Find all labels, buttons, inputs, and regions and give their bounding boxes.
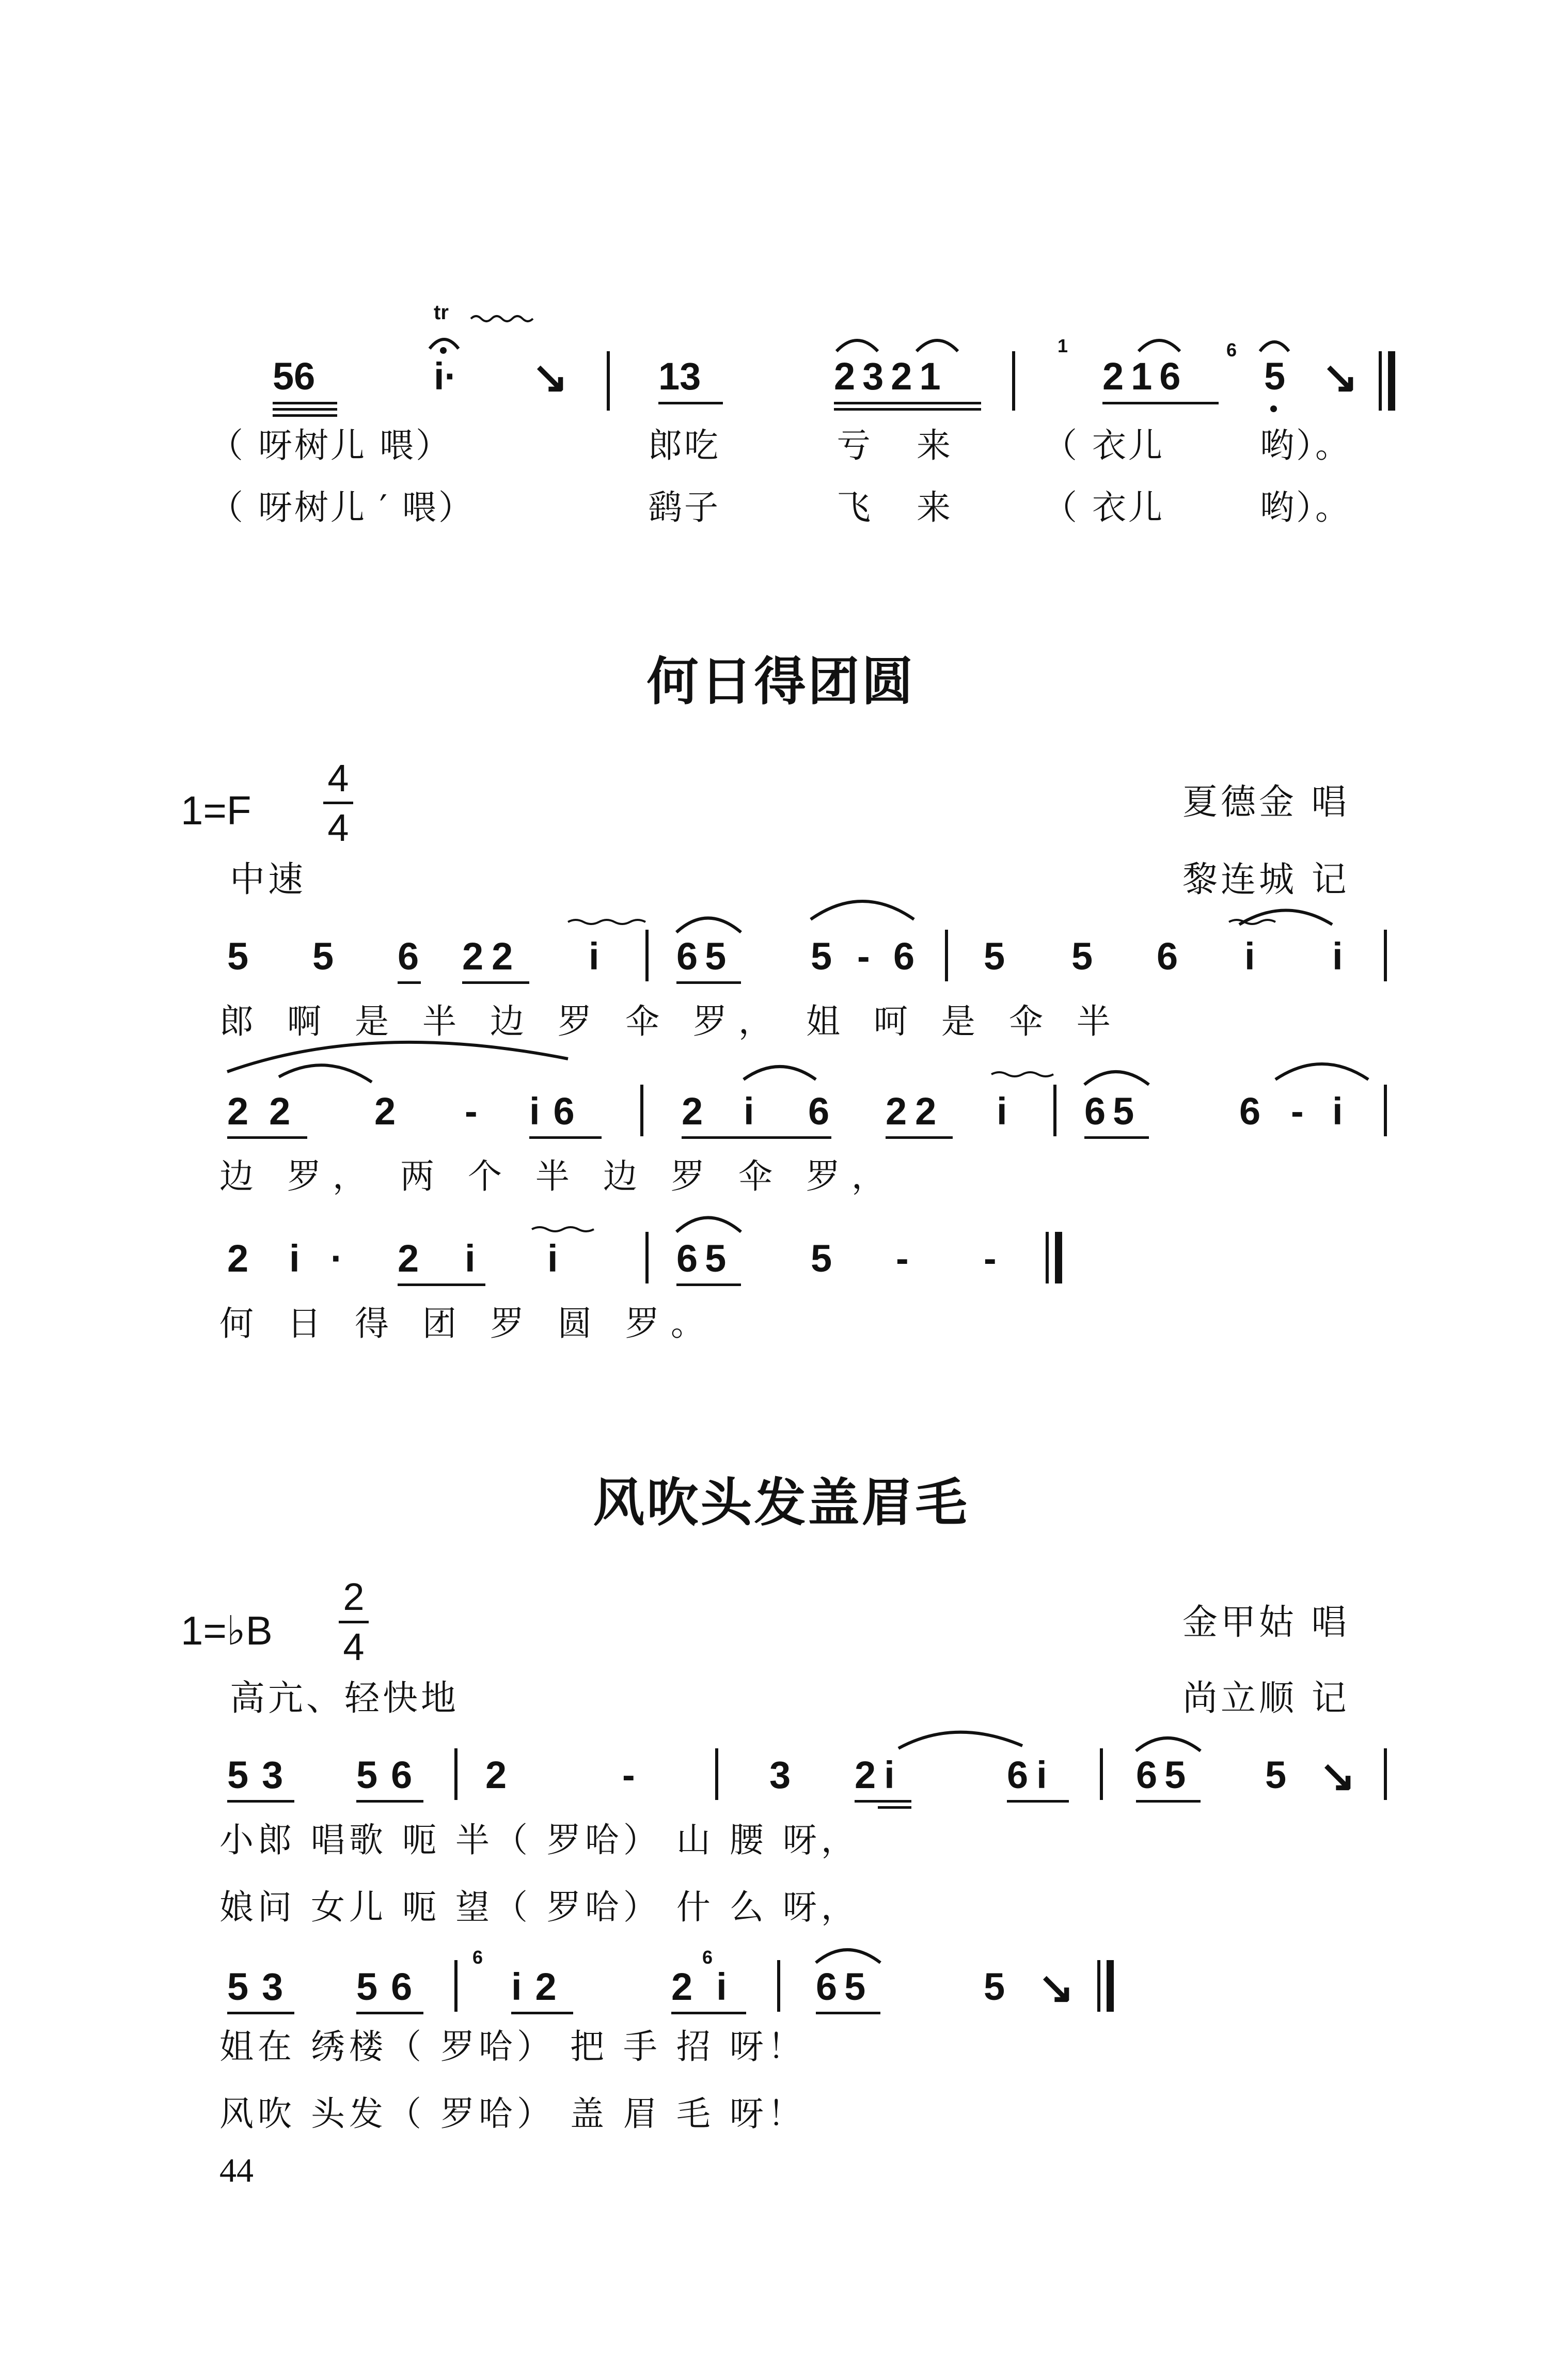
- singer-credit: 金甲姑 唱: [1182, 1602, 1350, 1643]
- note: -: [622, 1753, 635, 1796]
- note: 2: [485, 1753, 507, 1796]
- note: i: [1332, 1090, 1343, 1133]
- time-sig-bottom: 4: [327, 806, 349, 849]
- note-group: 65: [1084, 1090, 1142, 1133]
- note: 5: [811, 1237, 832, 1280]
- time-sig-top: 4: [327, 757, 349, 800]
- lyric-line: 边 罗， 两 个 半 边 罗 伞 罗，: [219, 1156, 897, 1196]
- singer-credit: 夏德金 唱: [1182, 782, 1350, 823]
- time-sig-bottom: 4: [343, 1625, 365, 1668]
- note-group: 53: [227, 1965, 297, 2008]
- key-signature: 1=F: [181, 788, 251, 833]
- note-group: 2i: [855, 1753, 903, 1796]
- key-signature: 1=♭B: [181, 1608, 273, 1653]
- lyric-line: 何 日 得 团 罗 圆 罗。: [219, 1304, 716, 1343]
- note: 2: [374, 1090, 396, 1133]
- note: i: [589, 935, 599, 978]
- lyric-line: 小郎 唱歌 呃 半（ 罗哈） 山 腰 呀，: [219, 1820, 859, 1860]
- recorder-credit: 黎连城 记: [1182, 859, 1350, 900]
- glide-arrow-icon: ↘: [1319, 1751, 1356, 1800]
- glide-arrow-icon: ↘: [532, 353, 569, 401]
- page-number: 44: [219, 2152, 254, 2189]
- lyric: 郎吃: [648, 426, 720, 465]
- lyric: 来: [917, 426, 953, 465]
- note: -: [465, 1090, 478, 1133]
- grace-note: 1: [1058, 335, 1068, 356]
- note-group: 22: [227, 1090, 311, 1133]
- tempo-marking: 中速: [230, 859, 307, 900]
- note: i: [465, 1237, 476, 1280]
- lyric: 哟）。: [1260, 426, 1351, 465]
- glide-arrow-icon: ↘: [1038, 1963, 1075, 2012]
- note-group: 2i: [671, 1965, 751, 2008]
- note-group: 5: [1264, 355, 1286, 398]
- tempo-marking: 高亢、轻快地: [230, 1678, 460, 1719]
- note-group: 216: [1102, 355, 1188, 398]
- lyric: （ 呀树儿 ′ 喂）: [209, 488, 475, 527]
- note: 6: [1157, 935, 1178, 978]
- note: i: [289, 1237, 300, 1280]
- note-group: 65: [1136, 1753, 1193, 1796]
- trill-mark: tr: [434, 301, 449, 324]
- note: i: [547, 1237, 558, 1280]
- note: -: [1291, 1090, 1304, 1133]
- note: 2: [227, 1237, 249, 1280]
- note-group: 53: [227, 1753, 297, 1796]
- note: 3: [769, 1753, 791, 1796]
- lyric-line: 风吹 头发（ 罗哈） 盖 眉 毛 呀！: [219, 2094, 806, 2134]
- glide-arrow-icon: ↘: [1322, 353, 1359, 401]
- note-group: i6: [529, 1090, 588, 1133]
- note-group: 6i: [1007, 1753, 1055, 1796]
- note: 5: [1071, 935, 1093, 978]
- lyric: 哟）。: [1260, 488, 1351, 527]
- lyric: 来: [917, 488, 953, 527]
- lyric: 鹞子: [648, 488, 720, 527]
- song-title: 何日得团圆: [646, 651, 916, 712]
- lyric-line: 娘问 女儿 呃 望（ 罗哈） 什 么 呀，: [219, 1887, 859, 1927]
- grace-note: 6: [472, 1947, 483, 1968]
- note: 5: [1265, 1753, 1287, 1796]
- note: 2: [398, 1237, 419, 1280]
- lyric: （ 衣儿: [1043, 426, 1164, 465]
- note: -: [857, 935, 870, 978]
- song-title: 风吹头发盖眉毛: [593, 1473, 969, 1533]
- note: 6: [808, 1090, 830, 1133]
- lyric-line: 郎 啊 是 半 边 罗 伞 罗， 姐 呵 是 伞 半: [219, 1001, 1122, 1041]
- note-group: 13: [658, 355, 701, 398]
- time-sig-top: 2: [343, 1575, 365, 1618]
- lyric: （ 呀树儿 喂）: [209, 426, 452, 465]
- note-group: 65: [676, 935, 734, 978]
- note: 5: [984, 1965, 1005, 2008]
- lyric-line: 姐在 绣楼（ 罗哈） 把 手 招 呀！: [219, 2027, 806, 2066]
- note: 6: [893, 935, 915, 978]
- grace-note: 6: [1226, 339, 1237, 361]
- note: 5: [312, 935, 334, 978]
- note-group: 22: [462, 935, 522, 978]
- note: 5: [811, 935, 832, 978]
- lyric: 飞: [837, 488, 873, 527]
- note-group: 22: [886, 1090, 945, 1133]
- recorder-credit: 尚立顺 记: [1182, 1678, 1350, 1719]
- note: 6: [398, 935, 419, 978]
- lyric: （ 衣儿: [1043, 488, 1164, 527]
- note-group: 56: [273, 355, 315, 398]
- note-group: 56: [356, 1965, 426, 2008]
- note-group: 56: [356, 1753, 426, 1796]
- note-group: 65: [676, 1237, 734, 1280]
- note: 5: [227, 935, 249, 978]
- note: ·: [330, 1237, 343, 1280]
- note-group: 2321: [834, 355, 948, 398]
- note: i: [744, 1090, 754, 1133]
- grace-note: 6: [702, 1947, 713, 1968]
- note: -: [896, 1237, 909, 1280]
- note-group: i2: [511, 1965, 570, 2008]
- note: 2: [682, 1090, 703, 1133]
- note: i: [1332, 935, 1343, 978]
- note-group: i·: [434, 355, 457, 398]
- lyric: 亏: [837, 426, 873, 465]
- note-group: 65: [816, 1965, 873, 2008]
- note: 5: [984, 935, 1005, 978]
- note: 6: [1239, 1090, 1261, 1133]
- note: -: [984, 1237, 997, 1280]
- note: i: [1244, 935, 1255, 978]
- note: i: [997, 1090, 1007, 1133]
